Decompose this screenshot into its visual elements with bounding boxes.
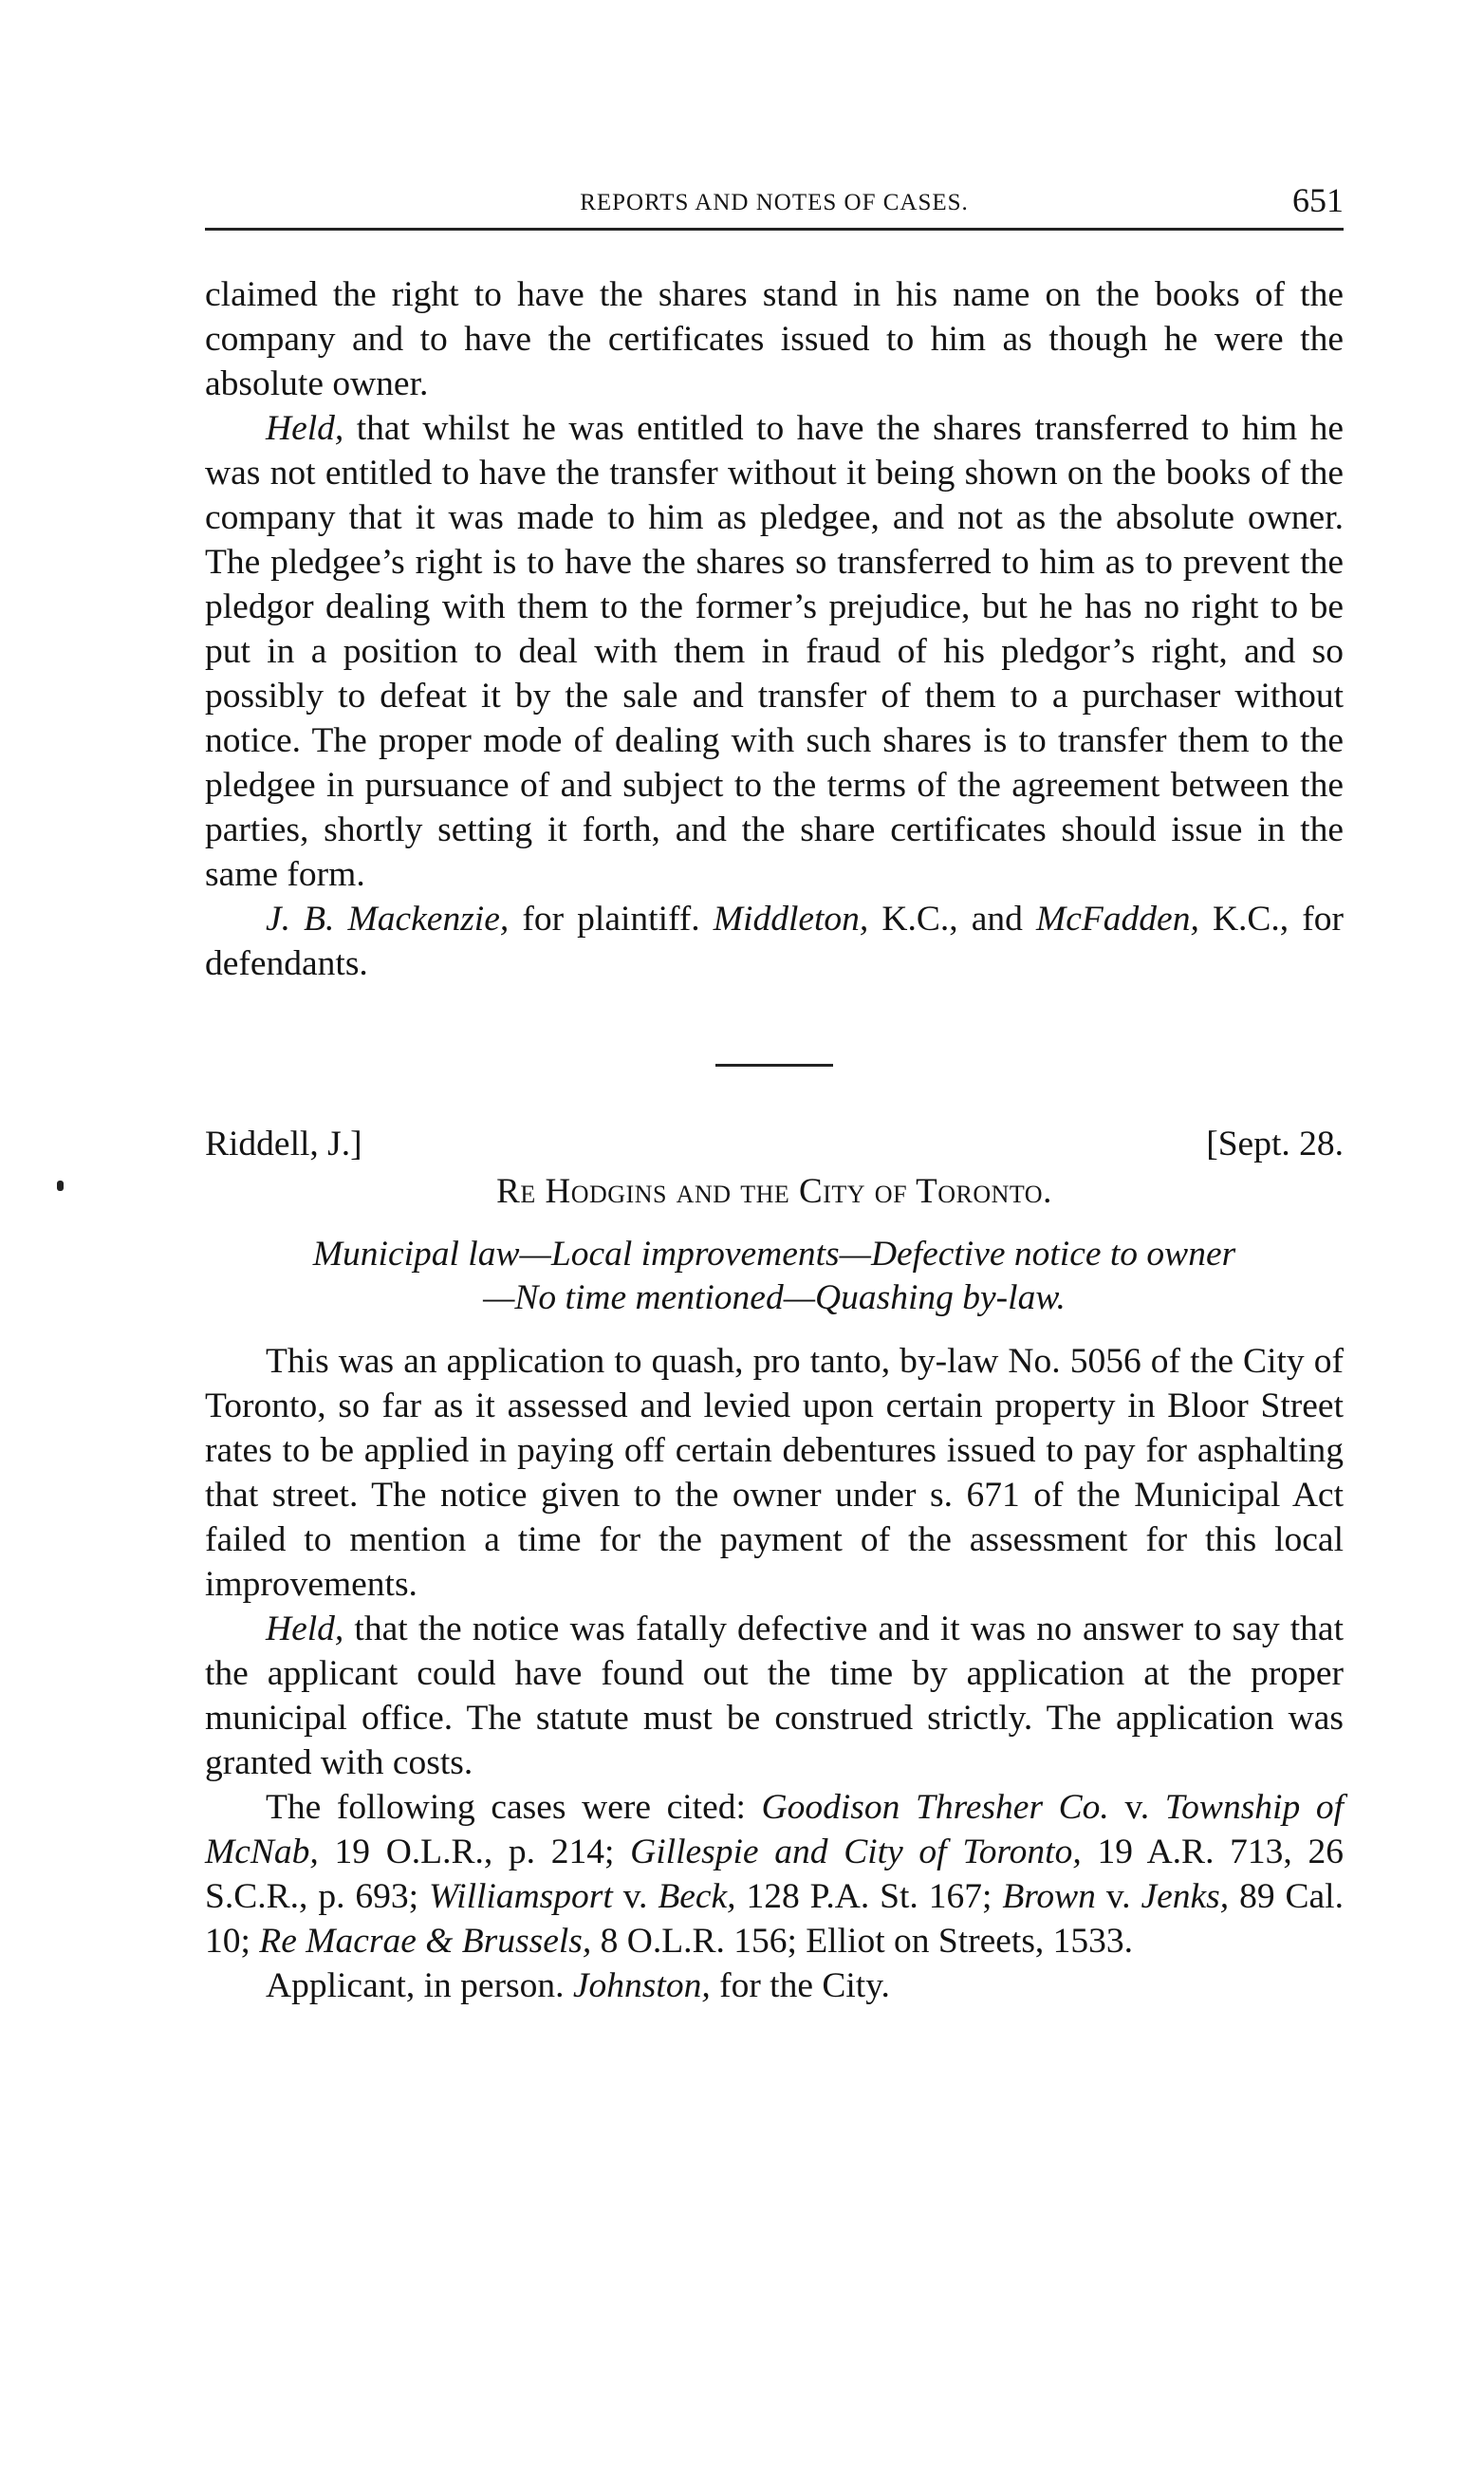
prior-case-held-paragraph: [205, 406, 1344, 897]
counsel-text: K.C., and: [868, 900, 1037, 939]
catchwords-line-2: —No time mentioned—Quashing by-law.: [483, 1278, 1066, 1317]
citation-reference: 19 A.R. 713, 26 S.C.R., p. 693;: [205, 1833, 1344, 1916]
margin-mark: [57, 1181, 64, 1191]
case-citation-name: Williamsport: [428, 1877, 613, 1916]
prior-case-paragraph-1: claimed the right to have the shares stand in his name on the books of the company and to have the certificates issued to him as though he were the absolute owner.: [205, 275, 1344, 403]
section-divider: [715, 1064, 833, 1067]
cases-cited-intro: The following cases were cited:: [266, 1788, 762, 1827]
case-citation-name: Township of McNab,: [205, 1788, 1344, 1871]
defendant-counsel-2: McFadden,: [1036, 900, 1199, 939]
case-citation-name: Jenks,: [1141, 1877, 1230, 1916]
versus-text: v.: [612, 1877, 659, 1916]
citation-reference: 8 O.L.R. 156; Elliot on Streets, 1533.: [591, 1922, 1134, 1961]
city-counsel: Johnston,: [572, 1966, 711, 2005]
versus-text: v.: [1108, 1788, 1165, 1827]
case-citation-name: Beck,: [658, 1877, 736, 1916]
running-title: REPORTS AND NOTES OF CASES.: [580, 190, 969, 215]
counsel-text: K.C., for defendants.: [205, 900, 1344, 983]
case-citation-name: Brown: [1002, 1877, 1096, 1916]
citation-reference: 89 Cal. 10;: [205, 1877, 1344, 1961]
catchwords-line-1: Municipal law—Local improvements—Defective notice to owner: [312, 1235, 1236, 1274]
plaintiff-counsel: J. B. Mackenzie,: [266, 900, 510, 939]
city-counsel-text: for the City.: [710, 1966, 890, 2005]
citation-reference: 128 P.A. St. 167;: [735, 1877, 1003, 1916]
defendant-counsel-1: Middleton,: [713, 900, 869, 939]
case-date: [Sept. 28.: [1206, 1125, 1344, 1163]
page: [205, 171, 1344, 2008]
catchwords: [205, 1233, 1344, 1320]
counsel-text: for plaintiff.: [509, 900, 714, 939]
cases-cited-paragraph: [205, 1785, 1344, 1963]
held-text: that whilst he was entitled to have the shares transferred to him he was not entitled to have the transfer without it being shown on the books of the company that it was made to him as pledgee, and not as the absolute owner. The pledgee’s right is to have the shares so transferred to him as to prevent the pledgor dealing with them to the former’s prejudice, but he has no right to be put in a position to deal with them in fraud of his pledgor’s right, and so possibly to defeat it by the sale and transfer of them to a purchaser without notice. The proper mode of dealing with such shares is to transfer them to the pledgee in pursuance of and subject to the terms of the agreement between the parties, shortly setting it forth, and the share certificates should issue in the same form.: [205, 409, 1344, 894]
versus-text: v.: [1095, 1877, 1141, 1916]
case-citation-name: Re Macrae & Brussels,: [259, 1922, 592, 1961]
page-number: 651: [1292, 181, 1344, 219]
case-title: Re Hodgins and the City of Toronto.: [496, 1172, 1052, 1211]
case-body: [205, 1339, 1344, 2008]
judge-name: Riddell, J.]: [205, 1125, 362, 1163]
appearances-paragraph: [205, 1963, 1344, 2008]
case-held-paragraph: [205, 1607, 1344, 1785]
held-label: Held,: [266, 1610, 344, 1648]
applicant-appearance: Applicant, in person.: [266, 1966, 573, 2005]
held-label: Held,: [266, 409, 344, 448]
case-facts-paragraph: This was an application to quash, pro tanto, by-law No. 5056 of the City of Toronto, so far as it assessed and levied upon certain property in Bloor Street rates to be applied in paying off certain debentures issued to pay for asphalting that street. The notice given to the owner under s. 671 of the Municipal Act failed to mention a time for the payment of the assessment for this local improvements.: [205, 1342, 1344, 1604]
prior-case-counsel: [205, 897, 1344, 986]
citation-reference: 19 O.L.R., p. 214;: [318, 1833, 631, 1871]
running-head: [205, 171, 1344, 231]
case-citation-name: Goodison Thresher Co.: [761, 1788, 1109, 1827]
case-header-line: [205, 1122, 1344, 1166]
held-text: that the notice was fatally defective and it was no answer to say that the applicant could have found out the time by application at the proper municipal office. The statute must be construed strictly. The application was granted with costs.: [205, 1610, 1344, 1782]
case-citation-name: Gillespie and City of Toronto,: [630, 1833, 1082, 1871]
